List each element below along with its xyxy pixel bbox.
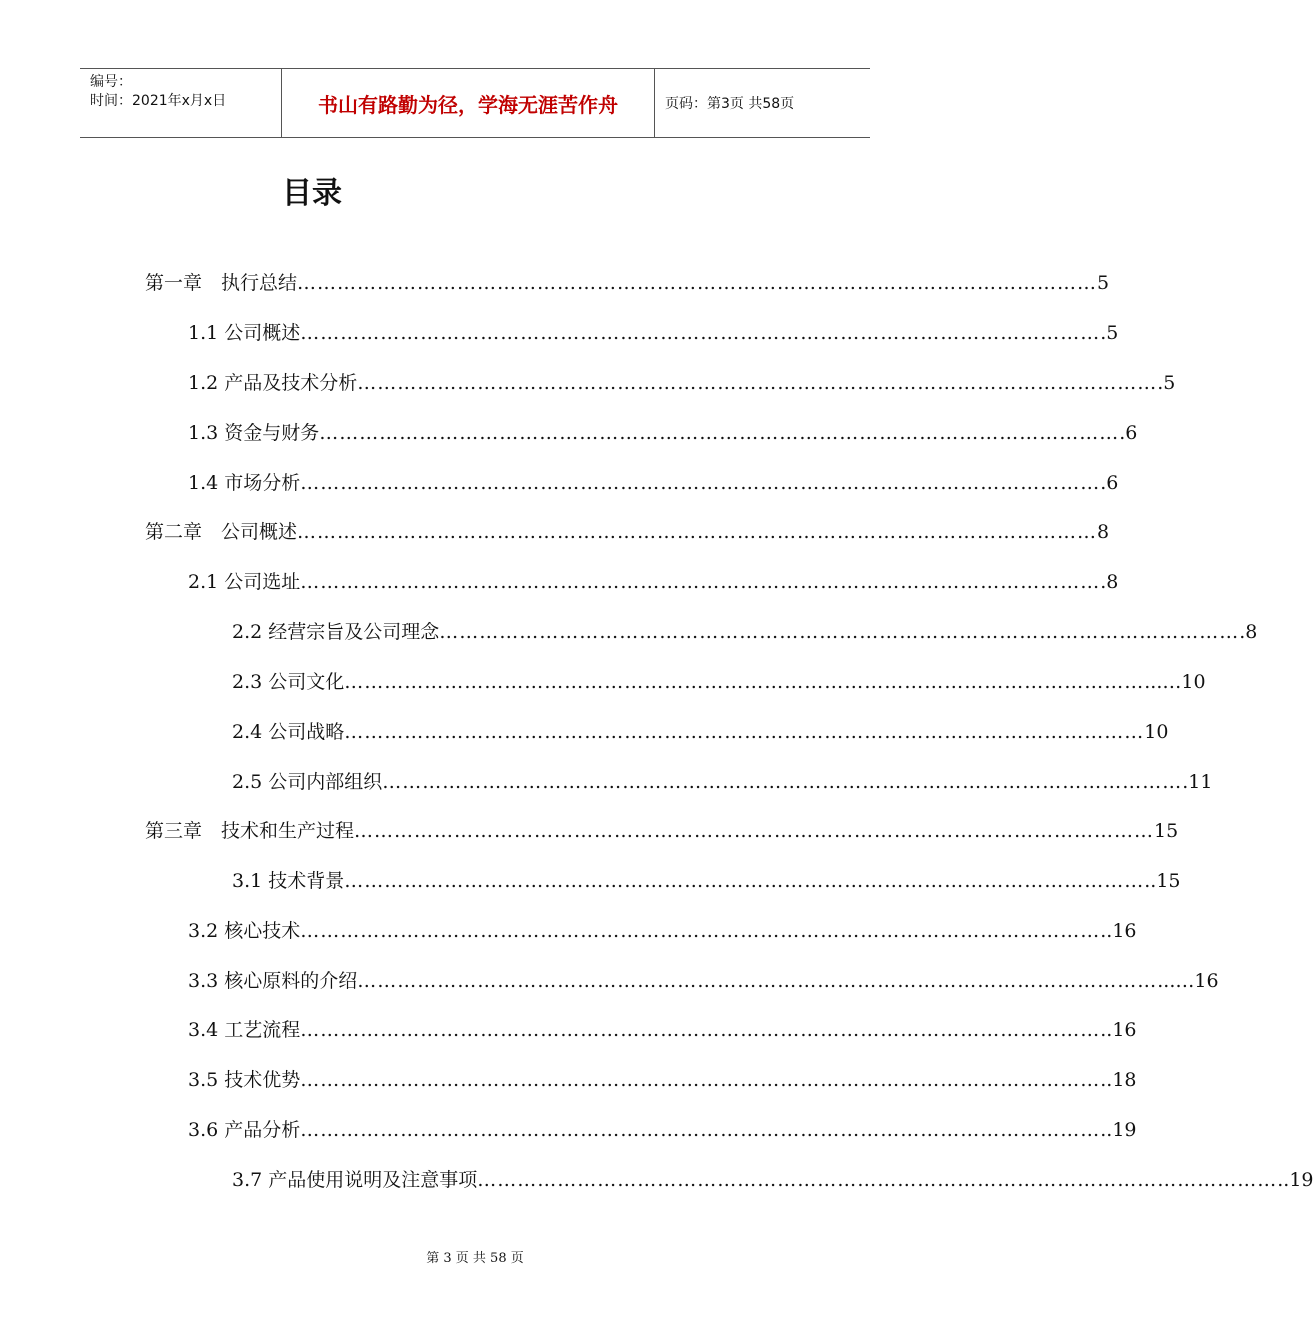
toc-leader-dots: …………………………………………………………………………………………………………: [300, 1119, 1101, 1141]
toc-entry-page: ...…16: [1157, 970, 1219, 992]
toc-entry[interactable]: [232, 669, 1206, 695]
toc-leader-dots: …………………………………………………………………………………………………………: [344, 671, 1145, 693]
header-motto: 书山有路勤为径，学海无涯苦作舟: [281, 69, 655, 137]
toc-entry-label: 3.7 产品使用说明及注意事项: [232, 1169, 478, 1191]
toc-leader-dots: …………………………………………………………………………………………………………: [344, 870, 1145, 892]
toc-entry-page: 5: [1097, 272, 1110, 294]
toc-entry-page: .5: [1157, 372, 1176, 394]
toc-entry-label: 2.3 公司文化: [232, 671, 345, 693]
toc-entry-label: 1.4 市场分析: [188, 472, 301, 494]
toc-entry-label: 3.2 核心技术: [188, 920, 301, 942]
toc-leader-dots: …………………………………………………………………………………………………………: [300, 472, 1101, 494]
toc-entry-label: 3.3 核心原料的介绍: [188, 970, 358, 992]
toc-entry-page: .11: [1182, 771, 1213, 793]
toc-entry-label: 1.3 资金与财务: [188, 422, 320, 444]
toc-entry-label: 2.1 公司选址: [188, 571, 301, 593]
toc-entry[interactable]: [188, 968, 1219, 994]
toc-entry-page: 10: [1144, 721, 1169, 743]
toc-entry-label: 第一章 执行总结: [145, 272, 298, 294]
toc-entry-label: 第三章 技术和生产过程: [145, 820, 355, 842]
toc-entry-label: 第二章 公司概述: [145, 521, 298, 543]
toc-entry-label: 2.4 公司战略: [232, 721, 345, 743]
doc-number-label: 编号：: [90, 74, 132, 90]
header-page-info: 页码：第3页 共58页: [665, 96, 795, 112]
toc-entry-page: .6: [1100, 472, 1119, 494]
toc-leader-dots: …………………………………………………………………………………………………………: [439, 621, 1240, 643]
header-meta: [80, 69, 280, 137]
toc-entry-page: ..16: [1100, 1019, 1137, 1041]
toc-leader-dots: …………………………………………………………………………………………………………: [297, 521, 1098, 543]
toc-entry-page: 15: [1154, 820, 1179, 842]
toc-entry[interactable]: [188, 569, 1119, 595]
toc-leader-dots: …………………………………………………………………………………………………………: [297, 272, 1098, 294]
toc-leader-dots: …………………………………………………………………………………………………………: [344, 721, 1145, 743]
toc-entry-page: .8: [1100, 571, 1119, 593]
toc-entry[interactable]: [145, 519, 1110, 545]
toc-entry-label: 1.2 产品及技术分析: [188, 372, 358, 394]
toc-entry[interactable]: [188, 370, 1176, 396]
toc-entry[interactable]: [232, 769, 1213, 795]
toc-entry[interactable]: [232, 719, 1169, 745]
toc-entry[interactable]: [188, 1067, 1137, 1093]
toc-leader-dots: …………………………………………………………………………………………………………: [300, 322, 1101, 344]
toc-entry-label: 3.5 技术优势: [188, 1069, 301, 1091]
toc-leader-dots: …………………………………………………………………………………………………………: [477, 1169, 1278, 1191]
toc-entry-page: .5: [1100, 322, 1119, 344]
toc-entry-page: ..16: [1100, 920, 1137, 942]
toc-entry-page: 8: [1097, 521, 1110, 543]
toc-entry-page: ..19: [1277, 1169, 1314, 1191]
toc-leader-dots: …………………………………………………………………………………………………………: [357, 372, 1158, 394]
toc-entry[interactable]: [232, 868, 1181, 894]
toc-entry[interactable]: [188, 470, 1119, 496]
toc-entry[interactable]: [188, 1017, 1137, 1043]
page-footer: 第 3 页 共 58 页: [426, 1251, 524, 1266]
toc-leader-dots: …………………………………………………………………………………………………………: [354, 820, 1155, 842]
toc-leader-dots: …………………………………………………………………………………………………………: [319, 422, 1120, 444]
toc-entry-label: 2.2 经营宗旨及公司理念: [232, 621, 440, 643]
toc-leader-dots: …………………………………………………………………………………………………………: [382, 771, 1183, 793]
toc-entry-label: 1.1 公司概述: [188, 322, 301, 344]
toc-entry-page: .6: [1119, 422, 1138, 444]
toc-leader-dots: …………………………………………………………………………………………………………: [300, 1019, 1101, 1041]
toc-entry[interactable]: [232, 619, 1258, 645]
toc-entry-page: ..15: [1144, 870, 1181, 892]
toc-entry[interactable]: [145, 270, 1110, 296]
page-header: [80, 68, 870, 138]
toc-leader-dots: …………………………………………………………………………………………………………: [300, 1069, 1101, 1091]
toc-entry-page: ..18: [1100, 1069, 1137, 1091]
toc-entry-page: .8: [1239, 621, 1258, 643]
toc-entry-label: 3.1 技术背景: [232, 870, 345, 892]
toc-entry[interactable]: [188, 320, 1119, 346]
toc-entry[interactable]: [232, 1167, 1314, 1193]
toc-entry-label: 2.5 公司内部组织: [232, 771, 383, 793]
toc-entry[interactable]: [188, 918, 1137, 944]
toc-entry[interactable]: [188, 420, 1138, 446]
toc-leader-dots: …………………………………………………………………………………………………………: [300, 571, 1101, 593]
toc-entry[interactable]: [145, 818, 1179, 844]
toc-entry-label: 3.4 工艺流程: [188, 1019, 301, 1041]
page-title: 目录: [282, 176, 342, 211]
toc-entry-page: ...…10: [1144, 671, 1206, 693]
toc-entry-page: ..19: [1100, 1119, 1137, 1141]
doc-time-label: 时间：2021年x月x日: [90, 93, 227, 109]
toc-entry[interactable]: [188, 1117, 1137, 1143]
toc-leader-dots: …………………………………………………………………………………………………………: [357, 970, 1158, 992]
toc-entry-label: 3.6 产品分析: [188, 1119, 301, 1141]
toc-leader-dots: …………………………………………………………………………………………………………: [300, 920, 1101, 942]
